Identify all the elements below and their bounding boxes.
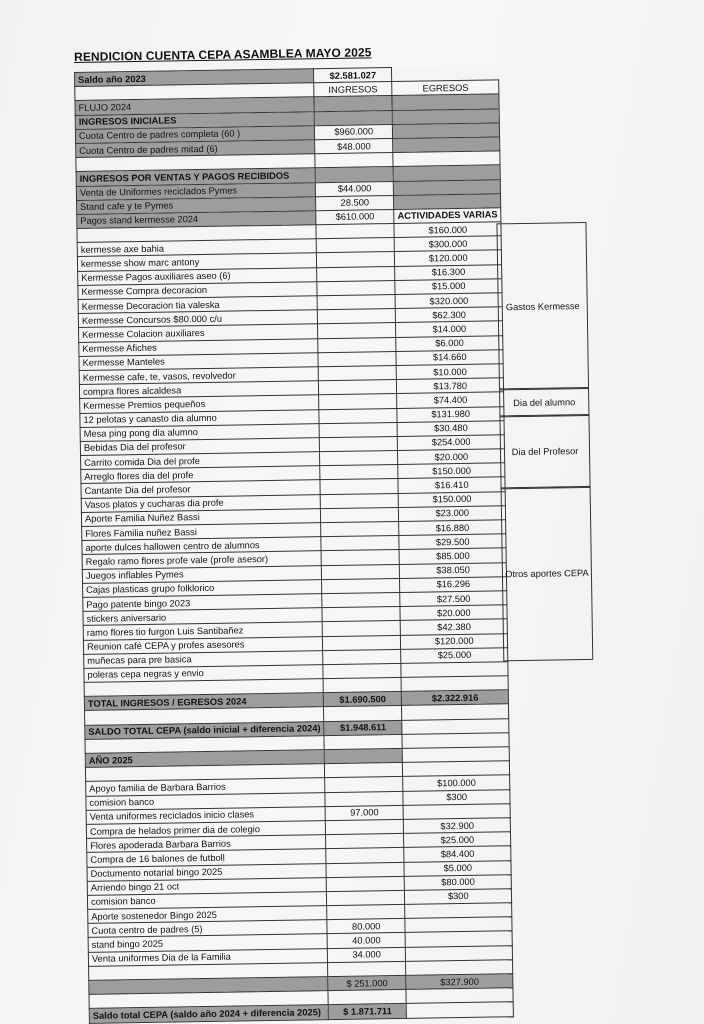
row-ingreso bbox=[326, 862, 404, 877]
row-ingreso bbox=[318, 365, 396, 380]
row-label: Kermesse Concursos $80.000 c/u bbox=[78, 310, 317, 328]
row-egreso: $23.000 bbox=[399, 506, 506, 522]
row-label: stickers aniversario bbox=[83, 608, 322, 626]
row-label: Reunion café CEPA y profes asesores bbox=[83, 636, 322, 654]
row-egreso: $300.000 bbox=[394, 236, 501, 252]
total-2024-egresos: $2.322.916 bbox=[402, 690, 509, 706]
row-ingreso bbox=[318, 351, 396, 366]
row-egreso: $6.000 bbox=[396, 335, 503, 351]
row-ingreso bbox=[327, 890, 405, 905]
row-label: Juegos inflables Pymes bbox=[82, 565, 321, 583]
row-label: Apoyo familia de Barbara Barrios bbox=[86, 778, 325, 796]
row-ingreso bbox=[319, 422, 397, 437]
table-2024 bbox=[74, 65, 514, 1023]
row-label: Arriendo bingo 21 oct bbox=[87, 877, 326, 895]
rows-2025-body bbox=[86, 775, 513, 966]
row-label: Compra de 16 balones de futboll bbox=[87, 849, 326, 867]
row-ingreso bbox=[318, 323, 396, 338]
row-ingreso bbox=[323, 635, 401, 650]
row-egreso: $120.000 bbox=[401, 633, 508, 649]
row-egreso: $100.000 bbox=[403, 775, 510, 791]
row-ingreso bbox=[323, 649, 401, 664]
group-otros-aportes: Otros aportes CEPA bbox=[501, 486, 594, 661]
row-egreso: $84.400 bbox=[404, 846, 511, 862]
row-egreso: $30.480 bbox=[397, 420, 504, 436]
row-ingreso bbox=[317, 294, 395, 309]
row-ingreso: 80.000 bbox=[327, 919, 405, 934]
row-egreso: $320.000 bbox=[395, 293, 502, 309]
row-egreso: $10.000 bbox=[396, 364, 503, 380]
row-ingreso bbox=[327, 904, 405, 919]
row-ingreso: $960.000 bbox=[315, 124, 393, 139]
row-label: aporte dulces hallowen centro de alumnos bbox=[82, 537, 321, 555]
row-label: Kermesse cafe, te, vasos, revolvedor bbox=[79, 367, 318, 385]
row-egreso: $160.000 bbox=[394, 222, 501, 238]
row-egreso: $80.000 bbox=[404, 874, 511, 890]
row-ingreso bbox=[325, 791, 403, 806]
row-label: Pagos stand kermesse 2024 bbox=[77, 211, 316, 229]
row-egreso: $20.000 bbox=[400, 605, 507, 621]
row-egreso: $150.000 bbox=[398, 463, 505, 479]
row-ingreso bbox=[317, 266, 395, 281]
row-ingreso bbox=[316, 224, 394, 239]
row-egreso: $16.410 bbox=[398, 477, 505, 493]
row-label: kermesse show marc antony bbox=[77, 253, 316, 271]
row-ingreso: 97.000 bbox=[325, 805, 403, 820]
total-2025-egresos: $327.900 bbox=[406, 974, 513, 990]
row-ingreso bbox=[325, 777, 403, 792]
row-label: Kermesse Premios pequeños bbox=[80, 395, 319, 413]
row-ingreso bbox=[316, 238, 394, 253]
row-egreso: $13.780 bbox=[397, 378, 504, 394]
row-egreso: $16.300 bbox=[395, 264, 502, 280]
row-label: stand bingo 2025 bbox=[88, 934, 327, 952]
spreadsheet bbox=[74, 65, 589, 1023]
row-egreso: $74.400 bbox=[397, 392, 504, 408]
row-ingreso bbox=[320, 436, 398, 451]
row-ingreso: $44.000 bbox=[315, 181, 393, 196]
saldo-total-2024-value: $1.948.611 bbox=[324, 720, 402, 735]
row-egreso: $27.500 bbox=[400, 591, 507, 607]
row-label: Cuota Centro de padres mitad (6) bbox=[76, 140, 315, 158]
total-2024-label: TOTAL INGRESOS / EGRESOS 2024 bbox=[84, 693, 323, 711]
row-label: Cantante Dia del profesor bbox=[81, 480, 320, 498]
ventas-label: INGRESOS POR VENTAS Y PAGOS RECIBIDOS bbox=[76, 168, 315, 186]
saldo-total-2025-label: Saldo total CEPA (saldo año 2024 + diferencia 2025) bbox=[89, 1005, 328, 1023]
row-ingreso bbox=[318, 337, 396, 352]
row-egreso: $300 bbox=[405, 889, 512, 905]
row-label: Vasos platos y cucharas dia profe bbox=[81, 494, 320, 512]
row-label: Cuota Centro de padres completa (60 ) bbox=[75, 125, 314, 143]
row-ingreso bbox=[320, 493, 398, 508]
row-label: ramo flores tio furgon Luis Santibañez bbox=[83, 622, 322, 640]
row-egreso: $300 bbox=[403, 789, 510, 805]
row-ingreso bbox=[318, 309, 396, 324]
ingresos-iniciales-label: INGRESOS INICIALES bbox=[75, 111, 314, 129]
row-ingreso bbox=[322, 592, 400, 607]
row-egreso: $42.380 bbox=[400, 619, 507, 635]
total-2024-ingresos: $1.690.500 bbox=[324, 692, 402, 707]
row-ingreso bbox=[317, 252, 395, 267]
row-egreso: $131.980 bbox=[397, 406, 504, 422]
row-egreso: $14.000 bbox=[396, 321, 503, 337]
row-ingreso: 40.000 bbox=[327, 933, 405, 948]
flujo-label: FLUJO 2024 bbox=[75, 97, 314, 115]
row-ingreso bbox=[320, 479, 398, 494]
row-ingreso: 34.000 bbox=[328, 947, 406, 962]
row-label: Venta de Uniformes reciclados Pymes bbox=[76, 182, 315, 200]
row-egreso: $62.300 bbox=[395, 307, 502, 323]
row-label: Regalo ramo flores profe vale (profe asesor) bbox=[82, 551, 321, 569]
row-label: Flores Familia nuñez Bassi bbox=[82, 523, 321, 541]
row-label: Kermesse Compra decoracion bbox=[78, 282, 317, 300]
row-ingreso bbox=[323, 663, 401, 678]
row-ingreso: $610.000 bbox=[316, 209, 394, 224]
row-ingreso bbox=[321, 521, 399, 536]
row-label: Stand cafe y te Pymes bbox=[77, 196, 316, 214]
row-label: Venta uniformes reciclados inicio clases bbox=[86, 806, 325, 824]
row-egreso: $29.500 bbox=[399, 534, 506, 550]
row-ingreso bbox=[320, 451, 398, 466]
row-ingreso bbox=[326, 834, 404, 849]
group-dia-profesor: Dia del Profesor bbox=[499, 414, 590, 489]
row-label: Venta uniformes Dia de la Familia bbox=[88, 948, 327, 966]
row-ingreso bbox=[321, 550, 399, 565]
row-egreso: $150.000 bbox=[398, 491, 505, 507]
row-ingreso: 28.500 bbox=[316, 195, 394, 210]
row-label: Compra de helados primer dia de colegio bbox=[86, 821, 325, 839]
row-ingreso bbox=[322, 621, 400, 636]
row-ingreso bbox=[321, 507, 399, 522]
row-egreso: $14.660 bbox=[396, 350, 503, 366]
row-ingreso bbox=[322, 607, 400, 622]
row-egreso: $254.000 bbox=[397, 435, 504, 451]
row-label: Flores apoderada Barbara Barrios bbox=[87, 835, 326, 853]
total-2025-ingresos: $ 251.000 bbox=[328, 975, 406, 990]
row-label: Kermesse Colacion auxiliares bbox=[79, 324, 318, 342]
row-label: Mesa ping pong dia alumno bbox=[80, 423, 319, 441]
row-ingreso bbox=[320, 465, 398, 480]
egresos-header: EGRESOS bbox=[392, 80, 499, 96]
saldo-2023-label: Saldo año 2023 bbox=[75, 69, 314, 87]
row-ingreso bbox=[322, 564, 400, 579]
row-label: poleras cepa negras y envio bbox=[84, 665, 323, 683]
row-egreso: $16.296 bbox=[400, 577, 507, 593]
row-ingreso bbox=[319, 394, 397, 409]
row-label: Kermesse Manteles bbox=[79, 352, 318, 370]
saldo-total-2025-value: $ 1.871.711 bbox=[328, 1004, 406, 1019]
ingresos-header: INGRESOS bbox=[314, 82, 392, 97]
anio-2025-label: AÑO 2025 bbox=[85, 750, 324, 768]
row-label: Arreglo flores dia del profe bbox=[81, 466, 320, 484]
row-egreso: $15.000 bbox=[395, 279, 502, 295]
row-egreso: $120.000 bbox=[395, 250, 502, 266]
row-ingreso bbox=[317, 280, 395, 295]
row-label: 12 pelotas y canasto dia alumno bbox=[80, 409, 319, 427]
row-egreso: $25.000 bbox=[404, 832, 511, 848]
egresos-2024-body bbox=[77, 222, 508, 683]
row-egreso: $5.000 bbox=[404, 860, 511, 876]
row-egreso: $25.000 bbox=[401, 647, 508, 663]
row-label: Kermesse Decoracion tia valeska bbox=[78, 296, 317, 314]
row-ingreso bbox=[326, 876, 404, 891]
row-egreso: $32.900 bbox=[404, 818, 511, 834]
row-label: Aporte sostenedor Bingo 2025 bbox=[88, 906, 327, 924]
saldo-total-2024-label: SALDO TOTAL CEPA (saldo inicial + diferencia 2024) bbox=[85, 721, 324, 739]
saldo-2023-value: $2.581.027 bbox=[314, 68, 392, 83]
row-ingreso bbox=[326, 819, 404, 834]
row-label: Kermesse Pagos auxiliares aseo (6) bbox=[78, 267, 317, 285]
row-ingreso bbox=[319, 380, 397, 395]
row-egreso: $38.050 bbox=[400, 562, 507, 578]
row-ingreso bbox=[319, 408, 397, 423]
row-ingreso bbox=[326, 848, 404, 863]
row-label: comision banco bbox=[86, 792, 325, 810]
row-label: Cajas plasticas grupo folklorico bbox=[83, 579, 322, 597]
actividades-header: ACTIVIDADES VARIAS bbox=[394, 208, 501, 224]
row-ingreso: $48.000 bbox=[315, 138, 393, 153]
row-label: muñecas para pre basica bbox=[84, 650, 323, 668]
row-label: Kermesse Afiches bbox=[79, 338, 318, 356]
row-label: Bebidas Dia del profesor bbox=[80, 438, 319, 456]
group-dia-alumno: Dia del alumno bbox=[499, 387, 589, 417]
row-label: comision banco bbox=[87, 892, 326, 910]
row-egreso: $85.000 bbox=[399, 548, 506, 564]
row-ingreso bbox=[322, 578, 400, 593]
row-ingreso bbox=[321, 536, 399, 551]
row-label: Doctumento notarial bingo 2025 bbox=[87, 863, 326, 881]
row-label: Aporte Familia Nuñez Bassi bbox=[81, 508, 320, 526]
group-gastos-kermesse: Gastos Kermesse bbox=[496, 222, 589, 390]
row-label: Cuota centro de padres (5) bbox=[88, 920, 327, 938]
row-label: Carrito comida Dia del profe bbox=[81, 452, 320, 470]
row-egreso: $20.000 bbox=[398, 449, 505, 465]
row-label: compra flores alcaldesa bbox=[79, 381, 318, 399]
row-egreso: $16.880 bbox=[399, 520, 506, 536]
row-label: Pago patente bingo 2023 bbox=[83, 594, 322, 612]
row-label: kermesse axe bahia bbox=[77, 239, 316, 257]
document-title: RENDICION CUENTA CEPA ASAMBLEA MAYO 2025 bbox=[74, 45, 372, 64]
